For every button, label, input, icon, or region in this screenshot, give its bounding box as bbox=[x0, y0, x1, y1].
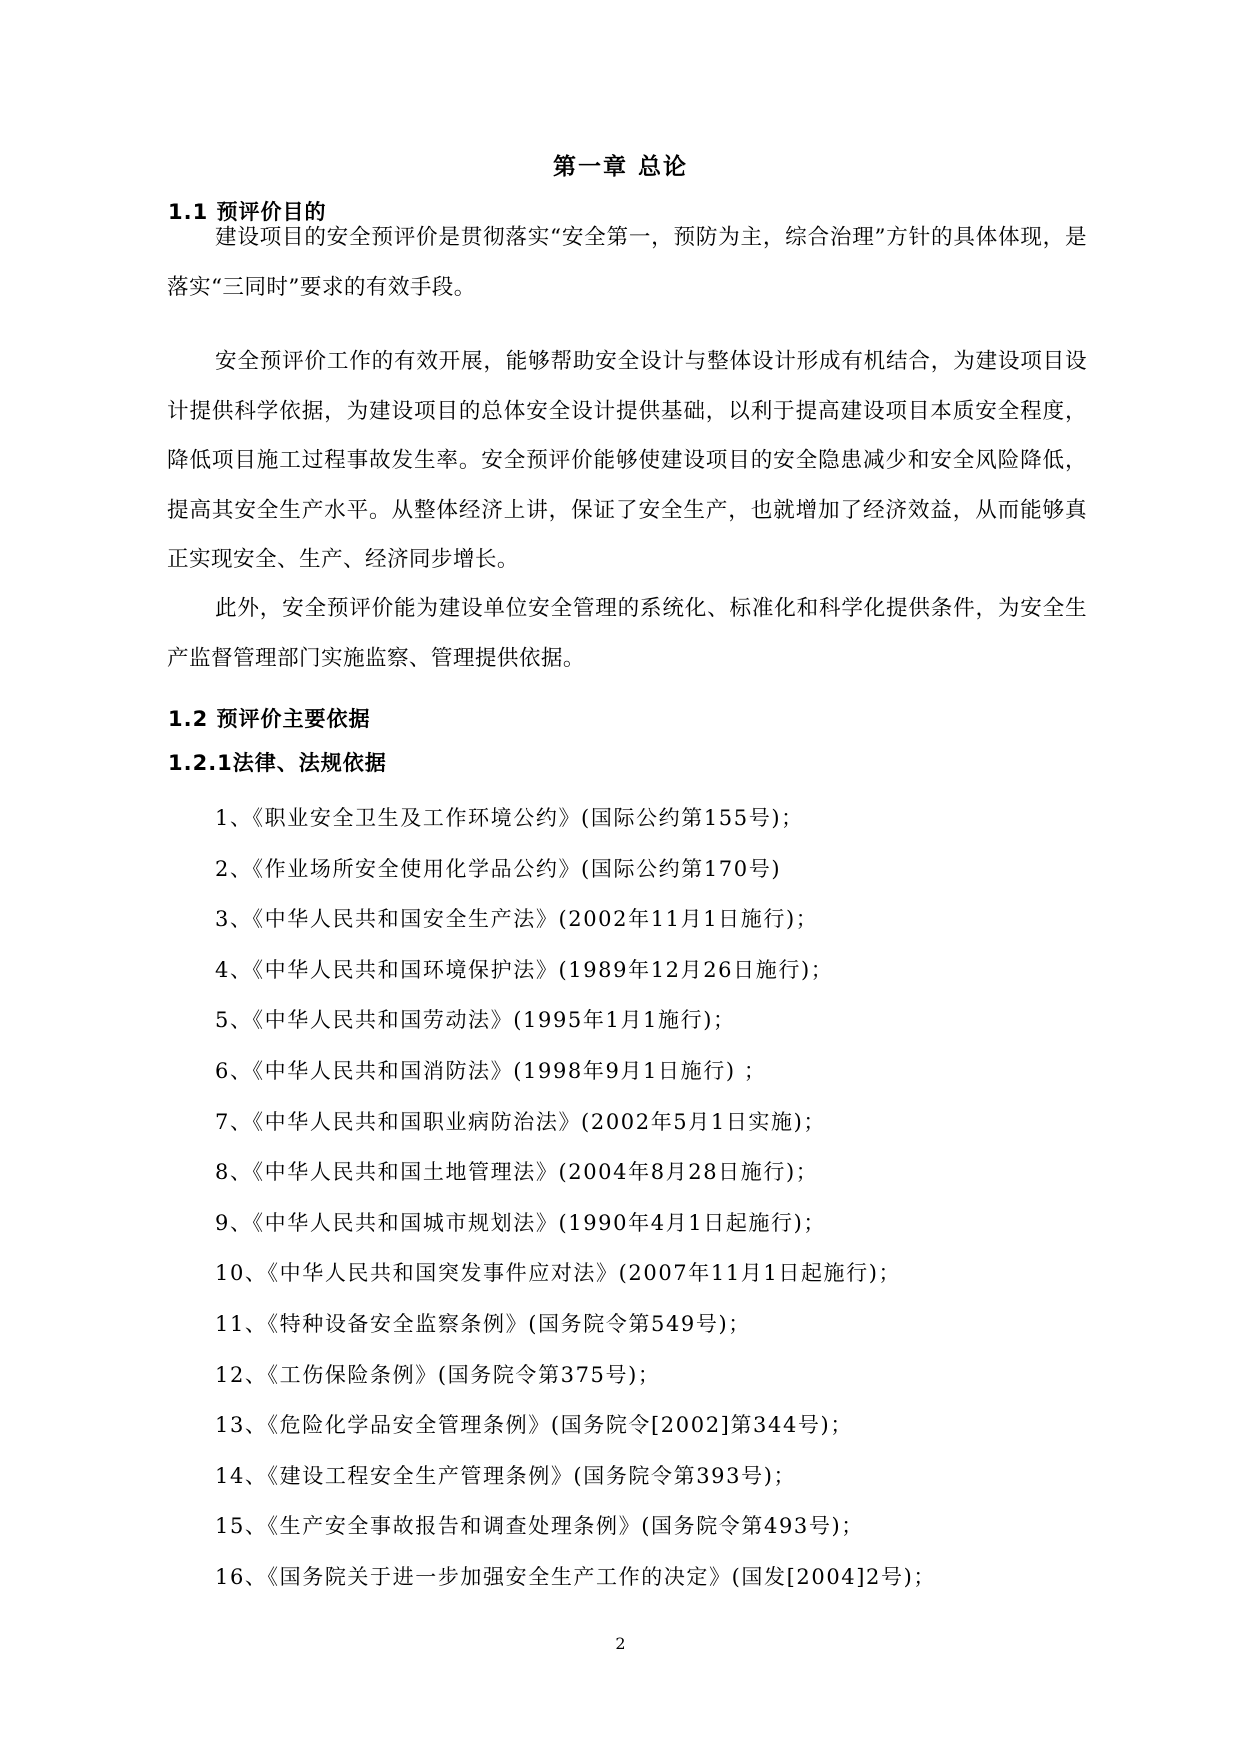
list-item: 6、《中华人民共和国消防法》(1998年9月1日施行) ； bbox=[215, 1058, 767, 1083]
paragraph-purpose-3: 此外，安全预评价能为建设单位安全管理的系统化、标准化和科学化提供条件，为安全生产监督管理部门实施监察、管理提供依据。 bbox=[167, 596, 1087, 671]
list-item: 5、《中华人民共和国劳动法》(1995年1月1施行)； bbox=[215, 1008, 736, 1033]
list-item: 16、《国务院关于进一步加强安全生产工作的决定》(国发[2004]2号)； bbox=[215, 1564, 936, 1589]
list-item: 8、《中华人民共和国土地管理法》(2004年8月28日施行)； bbox=[215, 1160, 819, 1185]
list-item: 15、《生产安全事故报告和调查处理条例》(国务院令第493号)； bbox=[215, 1514, 864, 1539]
list-item: 7、《中华人民共和国职业病防治法》(2002年5月1日实施)； bbox=[215, 1109, 827, 1134]
paragraph-purpose-1: 建设项目的安全预评价是贯彻落实“安全第一，预防为主，综合治理”方针的具体体现，是落实“三同时”要求的有效手段。 bbox=[167, 225, 1087, 300]
list-item: 14、《建设工程安全生产管理条例》(国务院令第393号)； bbox=[215, 1463, 797, 1488]
list-item: 13、《危险化学品安全管理条例》(国务院令[2002]第344号)； bbox=[215, 1413, 853, 1438]
chapter-title: 第一章 总论 bbox=[552, 154, 688, 180]
list-item: 10、《中华人民共和国突发事件应对法》(2007年11月1日起施行)； bbox=[215, 1261, 902, 1286]
legal-basis-list bbox=[215, 793, 936, 1603]
list-item: 9、《中华人民共和国城市规划法》(1990年4月1日起施行)； bbox=[215, 1210, 827, 1235]
section-heading-1-2-1: 1.2.1法律、法规依据 bbox=[168, 751, 387, 775]
list-item: 1、《职业安全卫生及工作环境公约》(国际公约第155号)； bbox=[215, 806, 804, 830]
paragraph-purpose-2: 安全预评价工作的有效开展，能够帮助安全设计与整体设计形成有机结合，为建设项目设计提供科学依据，为建设项目的总体安全设计提供基础，以利于提高建设项目本质安全程度，降低项目施工过程事故发生率。安全预评价能够使建设项目的安全隐患减少和安全风险降低，提高其安全生产水平。从整体经济上讲，保证了安全生产，也就增加了经济效益，从而能够真正实现安全、生产、经济同步增长。 bbox=[167, 349, 1087, 572]
page-number: 2 bbox=[615, 1634, 626, 1653]
section-heading-1-2: 1.2 预评价主要依据 bbox=[168, 707, 371, 731]
section-heading-1-1: 1.1 预评价目的 bbox=[168, 200, 327, 224]
list-item: 12、《工伤保险条例》(国务院令第375号)； bbox=[215, 1362, 661, 1387]
list-item: 11、《特种设备安全监察条例》(国务院令第549号)； bbox=[215, 1311, 751, 1336]
list-item: 2、《作业场所安全使用化学品公约》(国际公约第170号) bbox=[215, 856, 782, 881]
list-item: 4、《中华人民共和国环境保护法》(1989年12月26日施行)； bbox=[215, 957, 834, 982]
list-item: 3、《中华人民共和国安全生产法》(2002年11月1日施行)； bbox=[215, 907, 819, 932]
